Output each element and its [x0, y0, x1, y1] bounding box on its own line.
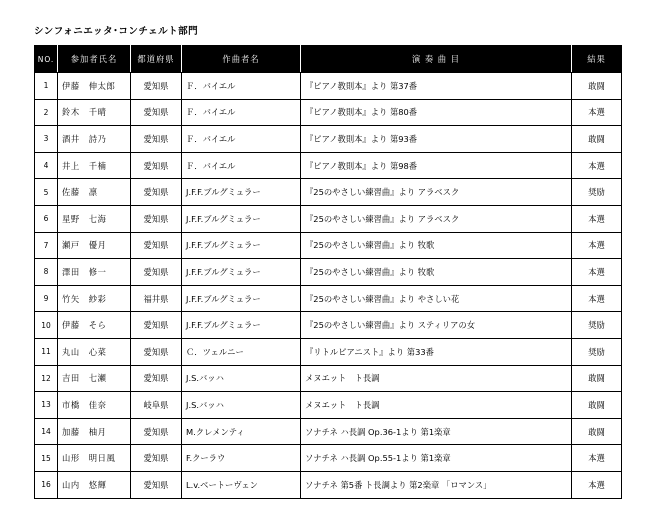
header-prefecture: 都道府県: [131, 46, 182, 73]
cell-composer: J.F.F.ブルグミュラー: [182, 179, 301, 206]
cell-result: 本選: [572, 259, 622, 286]
cell-composer: J.F.F.ブルグミュラー: [182, 205, 301, 232]
cell-name: 山形 明日風: [58, 445, 131, 472]
cell-prefecture: 愛知県: [131, 471, 182, 498]
table-row: [35, 152, 622, 179]
cell-name: 伊藤 伸太郎: [58, 73, 131, 100]
cell-result: 本選: [572, 232, 622, 259]
cell-name: 伊藤 そら: [58, 312, 131, 339]
table-row: [35, 99, 622, 126]
cell-name: 佐藤 凛: [58, 179, 131, 206]
cell-result: 敢闘: [572, 418, 622, 445]
cell-piece: 『25のやさしい練習曲』より 牧歌: [301, 232, 572, 259]
table-body: [35, 73, 622, 499]
cell-no: 16: [35, 471, 58, 498]
cell-prefecture: 岐阜県: [131, 392, 182, 419]
table-header: [35, 46, 622, 73]
cell-name: 丸山 心菜: [58, 338, 131, 365]
cell-piece: 『ピアノ教則本』より 第37番: [301, 73, 572, 100]
cell-piece: 『ピアノ教則本』より 第80番: [301, 99, 572, 126]
table-row: [35, 232, 622, 259]
cell-composer: M.クレメンティ: [182, 418, 301, 445]
header-result: 結果: [572, 46, 622, 73]
cell-result: 敢闘: [572, 365, 622, 392]
cell-name: 吉田 七瀬: [58, 365, 131, 392]
table-row: [35, 338, 622, 365]
table-row: [35, 126, 622, 153]
results-table: [34, 45, 622, 499]
table-row: [35, 365, 622, 392]
cell-composer: L.v.ベートーヴェン: [182, 471, 301, 498]
cell-result: 本選: [572, 445, 622, 472]
table-row: [35, 312, 622, 339]
cell-no: 14: [35, 418, 58, 445]
header-composer: 作曲者名: [182, 46, 301, 73]
cell-piece: 『25のやさしい練習曲』より アラベスク: [301, 179, 572, 206]
cell-piece: 『ピアノ教則本』より 第98番: [301, 152, 572, 179]
table-row: [35, 179, 622, 206]
cell-composer: J.S.バッハ: [182, 365, 301, 392]
table-row: [35, 418, 622, 445]
cell-prefecture: 愛知県: [131, 152, 182, 179]
cell-piece: 『ピアノ教則本』より 第93番: [301, 126, 572, 153]
table-row: [35, 285, 622, 312]
cell-composer: J.F.F.ブルグミュラー: [182, 312, 301, 339]
cell-prefecture: 愛知県: [131, 259, 182, 286]
header-no: NO.: [35, 46, 58, 73]
cell-name: 澤田 修一: [58, 259, 131, 286]
cell-name: 市橋 佳奈: [58, 392, 131, 419]
header-name: 参加者氏名: [58, 46, 131, 73]
cell-no: 12: [35, 365, 58, 392]
cell-composer: F.クーラウ: [182, 445, 301, 472]
cell-prefecture: 愛知県: [131, 312, 182, 339]
cell-piece: 『25のやさしい練習曲』より やさしい花: [301, 285, 572, 312]
cell-piece: ソナチネ ハ長調 Op.36-1より 第1楽章: [301, 418, 572, 445]
cell-result: 本選: [572, 205, 622, 232]
cell-composer: Ｆ．バイエル: [182, 126, 301, 153]
cell-composer: Ｃ．ツェルニー: [182, 338, 301, 365]
cell-no: 8: [35, 259, 58, 286]
table-row: [35, 205, 622, 232]
cell-name: 鈴木 千晴: [58, 99, 131, 126]
cell-result: 敢闘: [572, 392, 622, 419]
cell-name: 星野 七海: [58, 205, 131, 232]
cell-composer: J.S.バッハ: [182, 392, 301, 419]
header-piece: 演 奏 曲 目: [301, 46, 572, 73]
cell-name: 井上 千楠: [58, 152, 131, 179]
cell-no: 15: [35, 445, 58, 472]
cell-no: 2: [35, 99, 58, 126]
cell-result: 本選: [572, 152, 622, 179]
header-row: [35, 46, 622, 73]
cell-prefecture: 愛知県: [131, 205, 182, 232]
cell-composer: J.F.F.ブルグミュラー: [182, 259, 301, 286]
cell-prefecture: 愛知県: [131, 232, 182, 259]
cell-no: 7: [35, 232, 58, 259]
cell-result: 本選: [572, 99, 622, 126]
cell-name: 瀬戸 優月: [58, 232, 131, 259]
cell-piece: 『25のやさしい練習曲』より アラベスク: [301, 205, 572, 232]
cell-composer: Ｆ．バイエル: [182, 152, 301, 179]
cell-piece: 『25のやさしい練習曲』より スティリアの女: [301, 312, 572, 339]
table-row: [35, 259, 622, 286]
cell-result: 奨励: [572, 312, 622, 339]
cell-prefecture: 愛知県: [131, 338, 182, 365]
cell-no: 13: [35, 392, 58, 419]
table-row: [35, 445, 622, 472]
cell-prefecture: 愛知県: [131, 445, 182, 472]
cell-piece: 『リトルピアニスト』より 第33番: [301, 338, 572, 365]
cell-piece: 『25のやさしい練習曲』より 牧歌: [301, 259, 572, 286]
cell-name: 酒井 詩乃: [58, 126, 131, 153]
cell-prefecture: 愛知県: [131, 179, 182, 206]
cell-result: 敢闘: [572, 73, 622, 100]
cell-result: 本選: [572, 471, 622, 498]
cell-prefecture: 愛知県: [131, 99, 182, 126]
cell-name: 山内 悠輝: [58, 471, 131, 498]
document-title: シンフォニエッタ･コンチェルト部門: [34, 26, 199, 37]
cell-result: 敢闘: [572, 126, 622, 153]
cell-result: 奨励: [572, 338, 622, 365]
cell-name: 加藤 柚月: [58, 418, 131, 445]
cell-composer: Ｆ．バイエル: [182, 73, 301, 100]
cell-no: 9: [35, 285, 58, 312]
cell-prefecture: 愛知県: [131, 126, 182, 153]
cell-result: 本選: [572, 285, 622, 312]
cell-no: 6: [35, 205, 58, 232]
cell-result: 奨励: [572, 179, 622, 206]
cell-piece: ソナチネ 第5番 ト長調より 第2楽章 「ロマンス」: [301, 471, 572, 498]
cell-piece: メヌエット ト長調: [301, 365, 572, 392]
cell-no: 10: [35, 312, 58, 339]
cell-prefecture: 愛知県: [131, 418, 182, 445]
cell-no: 4: [35, 152, 58, 179]
table-row: [35, 471, 622, 498]
cell-no: 3: [35, 126, 58, 153]
cell-prefecture: 愛知県: [131, 73, 182, 100]
cell-composer: J.F.F.ブルグミュラー: [182, 232, 301, 259]
cell-no: 1: [35, 73, 58, 100]
cell-composer: Ｆ．バイエル: [182, 99, 301, 126]
cell-no: 5: [35, 179, 58, 206]
cell-prefecture: 福井県: [131, 285, 182, 312]
cell-name: 竹矢 紗彩: [58, 285, 131, 312]
table-row: [35, 73, 622, 100]
cell-prefecture: 愛知県: [131, 365, 182, 392]
table-row: [35, 392, 622, 419]
cell-no: 11: [35, 338, 58, 365]
cell-composer: J.F.F.ブルグミュラー: [182, 285, 301, 312]
cell-piece: ソナチネ ハ長調 Op.55-1より 第1楽章: [301, 445, 572, 472]
cell-piece: メヌエット ト長調: [301, 392, 572, 419]
